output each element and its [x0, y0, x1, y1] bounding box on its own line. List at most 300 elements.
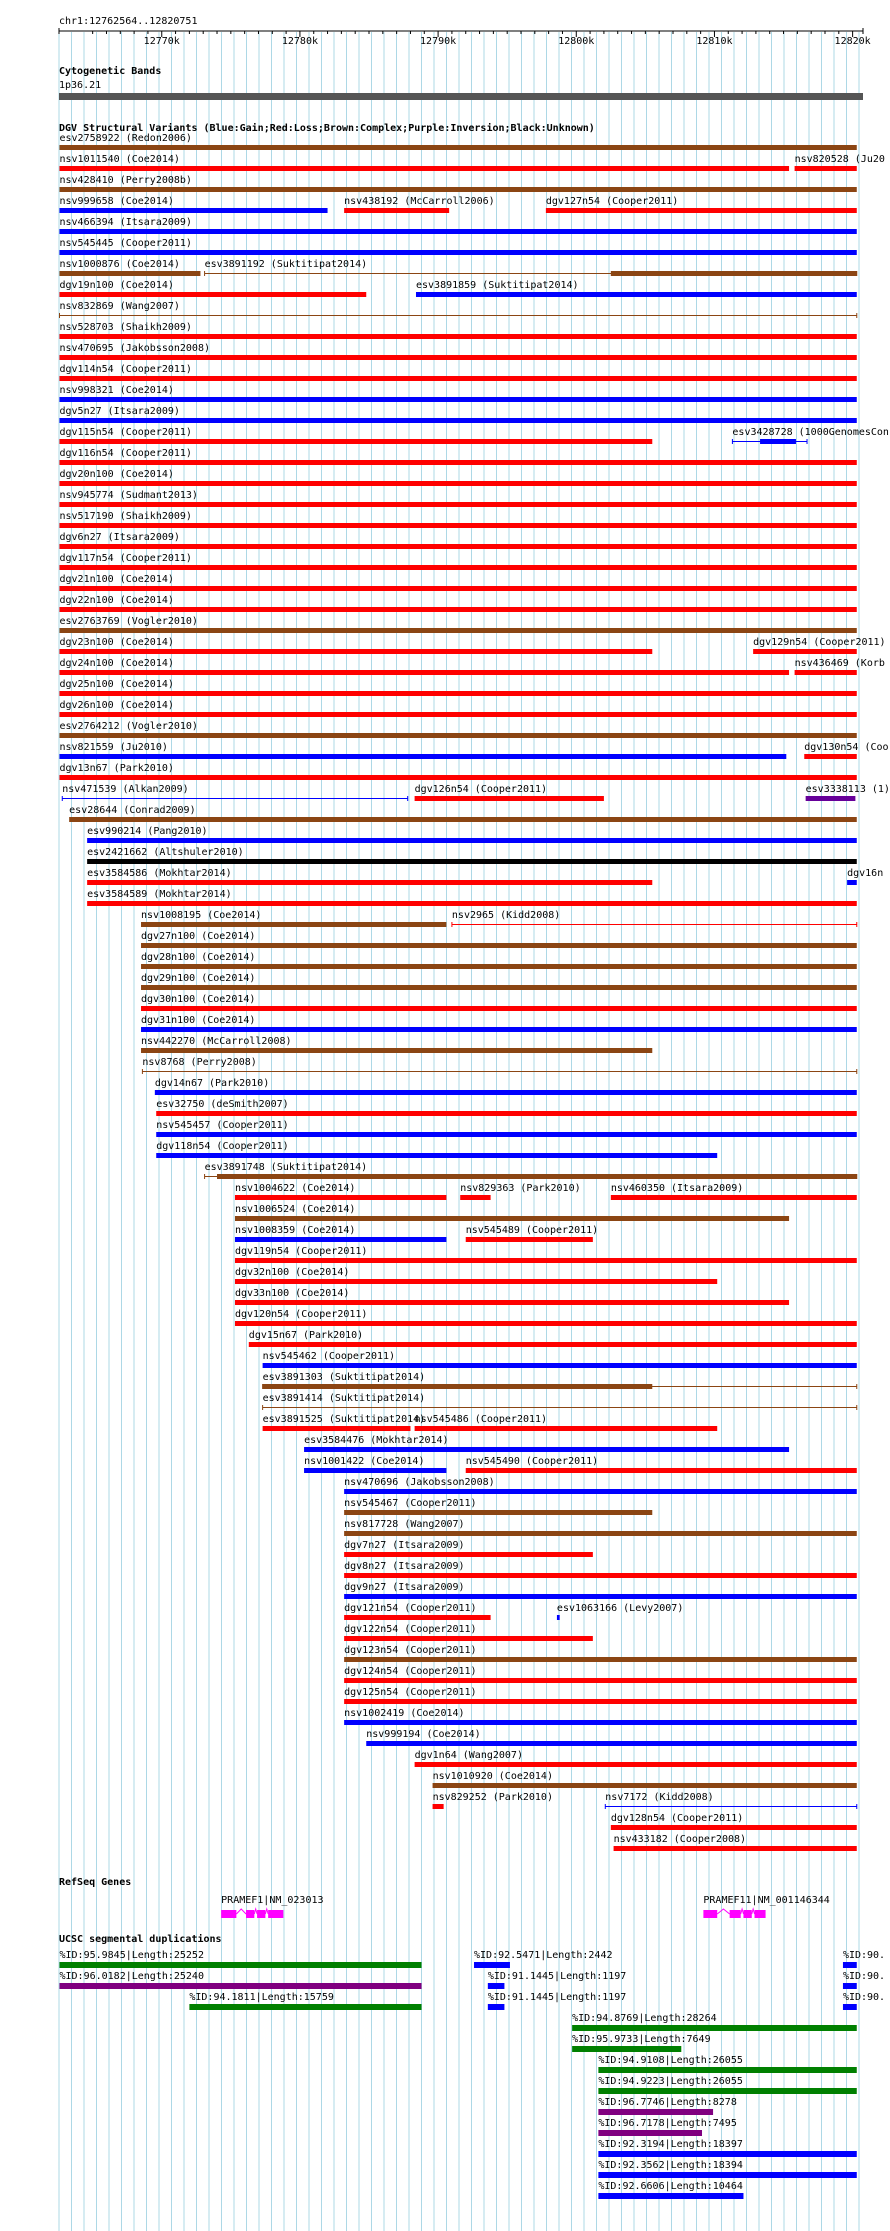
segdup-bar — [598, 2109, 713, 2115]
dgv-feature-bar — [614, 1846, 857, 1851]
dgv-feature[interactable] — [155, 1078, 857, 1095]
dgv-feature-bar — [235, 1279, 717, 1284]
dgv-feature-bar — [235, 1216, 789, 1221]
dgv-feature[interactable] — [263, 1414, 426, 1431]
dgv-feature-label: dgv21n100 (Coe2014) — [59, 574, 174, 585]
dgv-feature-label: nsv545490 (Cooper2011) — [465, 1456, 599, 1467]
dgv-feature-label: dgv20n100 (Coe2014) — [59, 469, 174, 480]
dgv-feature-bar — [59, 397, 856, 402]
dgv-feature-label: nsv517190 (Shaikh2009) — [59, 511, 192, 522]
dgv-feature-bar — [59, 208, 327, 213]
dgv-feature[interactable] — [59, 301, 856, 318]
dgv-feature[interactable] — [605, 1792, 856, 1809]
dgv-feature-bar — [466, 1237, 593, 1242]
dgv-feature-bar — [263, 1426, 411, 1431]
dgv-feature-label: dgv13n67 (Park2010) — [59, 763, 174, 774]
dgv-feature-bar — [59, 250, 856, 255]
dgv-feature-bar — [366, 1741, 857, 1746]
segdup-bar — [843, 1983, 857, 1989]
dgv-feature[interactable] — [344, 1561, 857, 1578]
dgv-feature[interactable] — [344, 1603, 490, 1620]
dgv-feature[interactable] — [804, 742, 888, 759]
dgv-feature-label: nsv436469 (Korb — [794, 658, 885, 669]
dgv-feature-label: nsv829363 (Park2010) — [460, 1183, 581, 1194]
dgv-feature-label: dgv128n54 (Cooper2011) — [610, 1813, 744, 1824]
segdup-label: %ID:95.9845|Length:25252 — [59, 1950, 204, 1961]
gene-exon — [743, 1910, 751, 1918]
dgv-feature[interactable] — [59, 763, 856, 780]
dgv-feature[interactable] — [235, 1309, 857, 1326]
segdup-bar — [843, 1962, 857, 1968]
dgv-feature-bar — [59, 607, 856, 612]
gene-exon — [703, 1910, 717, 1918]
dgv-feature-bar — [59, 733, 856, 738]
segdup-feature[interactable] — [598, 2076, 856, 2094]
dgv-feature-bar — [760, 439, 796, 444]
dgv-feature-label: nsv8768 (Perry2008) — [142, 1057, 257, 1068]
dgv-feature[interactable] — [59, 427, 652, 444]
dgv-feature[interactable] — [415, 1750, 857, 1767]
dgv-feature[interactable] — [141, 1015, 857, 1032]
dgv-feature-label: dgv31n100 (Coe2014) — [141, 1015, 256, 1026]
dgv-feature-bar — [344, 1678, 857, 1683]
dgv-feature-label: esv3891414 (Suktitipat2014) — [262, 1393, 426, 1404]
dgv-feature[interactable] — [344, 1498, 652, 1515]
dgv-feature[interactable] — [344, 1708, 857, 1725]
dgv-feature[interactable] — [614, 1834, 857, 1851]
dgv-feature-label: nsv1010920 (Coe2014) — [432, 1771, 553, 1782]
dgv-feature[interactable] — [141, 973, 857, 990]
dgv-feature[interactable] — [156, 1099, 857, 1116]
dgv-feature-label: esv3891859 (Suktitipat2014) — [415, 280, 579, 291]
dgv-feature[interactable] — [366, 1729, 857, 1746]
dgv-feature[interactable] — [263, 1372, 857, 1389]
dgv-feature-label: dgv29n100 (Coe2014) — [141, 973, 256, 984]
dgv-feature-label: esv3428728 (1000GenomesCon — [732, 427, 889, 438]
dgv-feature[interactable] — [263, 1351, 857, 1368]
dgv-feature[interactable] — [344, 1477, 857, 1494]
dgv-feature-label: nsv945774 (Sudmant2013) — [59, 490, 198, 501]
dgv-feature[interactable] — [344, 196, 495, 213]
dgv-feature[interactable] — [344, 1624, 593, 1641]
segdup-bar — [598, 2151, 856, 2157]
dgv-feature[interactable] — [59, 679, 856, 696]
dgv-feature-bar — [344, 1636, 593, 1641]
dgv-feature-bar — [59, 166, 789, 171]
gene-exon — [221, 1910, 236, 1918]
segdup-feature[interactable] — [572, 2013, 857, 2031]
dgv-feature-bar — [611, 1825, 857, 1830]
segdup-feature[interactable] — [59, 1971, 421, 1989]
gene-intron — [236, 1909, 246, 1914]
dgv-feature-bar — [59, 481, 856, 486]
segdup-label: %ID:94.8769|Length:28264 — [572, 2013, 717, 2024]
dgv-feature[interactable] — [141, 994, 857, 1011]
dgv-feature-bar — [156, 1132, 857, 1137]
dgv-feature-bar — [59, 544, 856, 549]
segdup-feature[interactable] — [843, 1971, 885, 1989]
dgv-feature[interactable] — [59, 343, 856, 360]
dgv-feature-bar — [59, 376, 856, 381]
dgv-feature-label: dgv25n100 (Coe2014) — [59, 679, 174, 690]
dgv-feature[interactable] — [59, 637, 652, 654]
dgv-feature[interactable] — [59, 742, 786, 759]
dgv-feature[interactable] — [59, 238, 856, 255]
dgv-feature-bar — [415, 1762, 857, 1767]
dgv-feature[interactable] — [466, 1456, 857, 1473]
dgv-feature[interactable] — [466, 1225, 598, 1242]
segdup-feature[interactable] — [598, 2181, 743, 2199]
dgv-feature-bar — [235, 1258, 857, 1263]
dgv-feature-bar — [344, 1657, 857, 1662]
segdup-bar — [598, 2067, 856, 2073]
dgv-feature[interactable] — [59, 175, 856, 192]
dgv-feature-bar — [433, 1804, 444, 1809]
dgv-feature[interactable] — [795, 154, 885, 171]
dgv-feature[interactable] — [263, 1393, 857, 1410]
dgv-feature[interactable] — [59, 721, 856, 738]
segdup-label: %ID:91.1445|Length:1197 — [487, 1992, 627, 2003]
dgv-feature-bar — [304, 1468, 446, 1473]
dgv-feature[interactable] — [59, 700, 856, 717]
dgv-feature[interactable] — [249, 1330, 857, 1347]
cytoband-bar[interactable] — [59, 93, 863, 100]
dgv-feature[interactable] — [546, 196, 857, 213]
dgv-feature[interactable] — [732, 427, 889, 444]
dgv-feature-bar — [141, 922, 446, 927]
gene-exon — [246, 1910, 254, 1918]
segdup-feature[interactable] — [598, 2160, 856, 2178]
dgv-feature-label: dgv129n54 (Cooper2011) — [753, 637, 886, 648]
dgv-track-title: DGV Structural Variants (Blue:Gain;Red:Loss;Brown:Complex;Purple:Inversion;Black:Unknown) — [59, 123, 595, 134]
dgv-feature-label: dgv9n27 (Itsara2009) — [344, 1582, 465, 1593]
dgv-feature[interactable] — [344, 1582, 857, 1599]
ruler-tick-label: 12810k — [696, 36, 733, 47]
dgv-feature-bar — [59, 754, 786, 759]
segdup-feature[interactable] — [598, 2055, 856, 2073]
segdup-bar — [474, 1962, 510, 1968]
dgv-feature[interactable] — [59, 133, 856, 150]
dgv-feature-bar — [59, 460, 856, 465]
dgv-feature-label: nsv1001422 (Coe2014) — [304, 1456, 425, 1467]
dgv-feature[interactable] — [235, 1288, 789, 1305]
segdup-label: %ID:92.3194|Length:18397 — [598, 2139, 743, 2150]
segdup-feature[interactable] — [598, 2097, 736, 2115]
dgv-feature[interactable] — [59, 553, 856, 570]
dgv-feature-bar — [87, 859, 857, 864]
segdup-feature[interactable] — [843, 1992, 885, 2010]
dgv-feature-bar — [59, 523, 856, 528]
refseq-gene[interactable] — [703, 1895, 829, 1918]
dgv-feature-label: dgv116n54 (Cooper2011) — [59, 448, 192, 459]
dgv-feature-label: esv2763769 (Vogler2010) — [59, 616, 198, 627]
dgv-feature[interactable] — [59, 280, 366, 297]
dgv-feature[interactable] — [59, 322, 856, 339]
dgv-feature[interactable] — [433, 1771, 857, 1788]
segdup-feature[interactable] — [572, 2034, 710, 2052]
dgv-feature-label: dgv6n27 (Itsara2009) — [59, 532, 180, 543]
segdup-feature[interactable] — [598, 2118, 736, 2136]
gene-label: PRAMEF1|NM_023013 — [221, 1895, 324, 1906]
dgv-feature-bar — [344, 208, 449, 213]
dgv-feature[interactable] — [460, 1183, 580, 1200]
dgv-feature[interactable] — [141, 952, 857, 969]
dgv-feature-bar — [235, 1300, 789, 1305]
dgv-feature[interactable] — [806, 784, 890, 801]
dgv-feature-label: dgv126n54 (Cooper2011) — [414, 784, 548, 795]
dgv-feature[interactable] — [59, 616, 856, 633]
dgv-feature-bar — [217, 1174, 857, 1179]
dgv-feature[interactable] — [141, 931, 857, 948]
dgv-feature-bar — [59, 418, 856, 423]
dgv-feature-bar — [344, 1552, 593, 1557]
dgv-feature-bar — [546, 208, 857, 213]
dgv-feature-label: dgv8n27 (Itsara2009) — [344, 1561, 465, 1572]
dgv-feature-bar — [304, 1447, 789, 1452]
dgv-feature[interactable] — [59, 385, 856, 402]
dgv-feature-label: nsv428410 (Perry2008b) — [59, 175, 192, 186]
dgv-feature[interactable] — [142, 1057, 856, 1074]
dgv-feature-label: dgv19n100 (Coe2014) — [59, 280, 174, 291]
dgv-feature-bar — [847, 880, 857, 885]
segdup-label: %ID:94.1811|Length:15759 — [189, 1992, 334, 2003]
dgv-feature-label: dgv5n27 (Itsara2009) — [59, 406, 180, 417]
dgv-feature-label: dgv23n100 (Coe2014) — [59, 637, 174, 648]
dgv-feature-label: dgv117n54 (Cooper2011) — [59, 553, 192, 564]
dgv-feature[interactable] — [235, 1267, 717, 1284]
dgv-feature-label: esv32750 (deSmith2007) — [156, 1099, 289, 1110]
dgv-feature[interactable] — [304, 1456, 446, 1473]
dgv-feature-bar — [344, 1594, 857, 1599]
dgv-feature[interactable] — [156, 1120, 857, 1137]
dgv-feature-bar — [344, 1699, 857, 1704]
dgv-feature[interactable] — [59, 658, 789, 675]
dgv-feature[interactable] — [235, 1204, 789, 1221]
segdup-label: %ID:92.6606|Length:10464 — [598, 2181, 743, 2192]
dgv-feature-label: nsv466394 (Itsara2009) — [59, 217, 192, 228]
dgv-feature-label: dgv16n — [847, 868, 884, 879]
dgv-feature[interactable] — [59, 154, 789, 171]
dgv-feature-label: esv3584586 (Mokhtar2014) — [87, 868, 232, 879]
cytoband-label: 1p36.21 — [59, 80, 102, 91]
dgv-feature[interactable] — [59, 259, 200, 276]
dgv-feature-label: dgv14n67 (Park2010) — [154, 1078, 270, 1089]
segdup-label: %ID:96.7746|Length:8278 — [598, 2097, 737, 2108]
dgv-feature-label: nsv470695 (Jakobsson2008) — [59, 343, 211, 354]
dgv-feature-label: nsv433182 (Cooper2008) — [613, 1834, 747, 1845]
dgv-feature-label: dgv30n100 (Coe2014) — [141, 994, 256, 1005]
dgv-feature-label: nsv470696 (Jakobsson2008) — [344, 1477, 495, 1488]
gene-exon — [755, 1910, 766, 1918]
dgv-feature-label: nsv528703 (Shaikh2009) — [59, 322, 192, 333]
dgv-feature[interactable] — [59, 532, 856, 549]
gene-intron — [741, 1909, 744, 1914]
gene-intron — [265, 1909, 268, 1914]
dgv-feature[interactable] — [59, 196, 327, 213]
segdup-bar — [59, 1983, 421, 1989]
segdup-label: %ID:95.9733|Length:7649 — [572, 2034, 711, 2045]
dgv-feature-label: esv2764212 (Vogler2010) — [59, 721, 198, 732]
dgv-feature[interactable] — [344, 1519, 857, 1536]
gene-intron — [254, 1909, 257, 1914]
dgv-feature-label: dgv115n54 (Cooper2011) — [59, 427, 192, 438]
dgv-feature-bar — [59, 271, 200, 276]
dgv-feature[interactable] — [141, 910, 446, 927]
dgv-feature-bar — [59, 229, 856, 234]
refseq-gene[interactable] — [221, 1895, 323, 1918]
dgv-feature-label: dgv124n54 (Cooper2011) — [344, 1666, 477, 1677]
dgv-feature[interactable] — [62, 784, 407, 801]
segdup-bar — [572, 2025, 857, 2031]
dgv-feature[interactable] — [156, 1141, 717, 1158]
dgv-feature-bar — [59, 439, 652, 444]
dgv-feature-bar — [235, 1237, 446, 1242]
dgv-feature[interactable] — [59, 406, 856, 423]
dgv-feature-label: esv990214 (Pang2010) — [87, 826, 208, 837]
dgv-feature[interactable] — [611, 1183, 857, 1200]
segdup-feature[interactable] — [843, 1950, 885, 1968]
dgv-feature-bar — [235, 1321, 857, 1326]
dgv-feature[interactable] — [416, 280, 857, 297]
dgv-feature-label: nsv1002419 (Coe2014) — [344, 1708, 465, 1719]
ruler-tick-label: 12820k — [834, 36, 871, 47]
dgv-feature-bar — [59, 586, 856, 591]
dgv-feature-label: esv3584476 (Mokhtar2014) — [304, 1435, 449, 1446]
dgv-feature[interactable] — [87, 868, 652, 885]
dgv-feature-label: nsv998321 (Coe2014) — [59, 385, 174, 396]
coordinate-ruler[interactable] — [59, 28, 871, 47]
dgv-feature[interactable] — [847, 868, 883, 885]
gene-exon — [257, 1910, 265, 1918]
dgv-feature[interactable] — [235, 1225, 446, 1242]
dgv-feature-bar — [59, 334, 856, 339]
gene-exon — [268, 1910, 283, 1918]
segdup-feature[interactable] — [59, 1950, 421, 1968]
segdup-bar — [598, 2088, 856, 2094]
dgv-feature-label: nsv545467 (Cooper2011) — [344, 1498, 477, 1509]
dgv-feature-label: esv3584589 (Mokhtar2014) — [87, 889, 232, 900]
dgv-feature[interactable] — [59, 469, 856, 486]
dgv-feature-label: esv3891192 (Suktitipat2014) — [204, 259, 368, 270]
dgv-feature-label: dgv127n54 (Cooper2011) — [545, 196, 679, 207]
dgv-feature-label: dgv1n64 (Wang2007) — [414, 1750, 523, 1761]
dgv-feature[interactable] — [611, 1813, 857, 1830]
dgv-feature-label: nsv999658 (Coe2014) — [59, 196, 174, 207]
dgv-feature-bar — [69, 817, 857, 822]
dgv-feature-bar — [59, 565, 856, 570]
dgv-feature-label: nsv2965 (Kidd2008) — [451, 910, 561, 921]
dgv-feature-bar — [141, 943, 857, 948]
dgv-feature-bar — [795, 670, 857, 675]
dgv-feature-label: dgv130n54 (Coo — [804, 742, 889, 753]
dgv-feature-bar — [611, 1195, 857, 1200]
dgv-feature-label: dgv22n100 (Coe2014) — [59, 595, 174, 606]
dgv-feature-bar — [87, 901, 857, 906]
dgv-feature-bar — [156, 1153, 717, 1158]
dgv-feature-label: nsv438192 (McCarroll2006) — [344, 196, 495, 207]
dgv-feature-label: esv3891525 (Suktitipat2014) — [262, 1414, 426, 1425]
segdup-label: %ID:94.9223|Length:26055 — [598, 2076, 743, 2087]
segdup-feature[interactable] — [598, 2139, 856, 2157]
dgv-feature-bar — [795, 166, 857, 171]
dgv-feature[interactable] — [59, 511, 856, 528]
refseq-track-title: RefSeq Genes — [59, 1877, 132, 1888]
dgv-feature-bar — [87, 838, 857, 843]
dgv-feature-bar — [263, 1363, 857, 1368]
dgv-feature[interactable] — [795, 658, 885, 675]
dgv-feature-bar — [344, 1573, 857, 1578]
dgv-feature-label: dgv15n67 (Park2010) — [248, 1330, 364, 1341]
dgv-feature-label: nsv817728 (Wang2007) — [344, 1519, 465, 1530]
dgv-feature-label: nsv545486 (Cooper2011) — [414, 1414, 548, 1425]
dgv-feature-label: nsv832869 (Wang2007) — [59, 301, 180, 312]
dgv-feature-bar — [141, 1048, 652, 1053]
dgv-feature[interactable] — [59, 217, 856, 234]
gene-label: PRAMEF11|NM_001146344 — [703, 1895, 830, 1906]
segdup-feature[interactable] — [474, 1950, 612, 1968]
dgv-feature[interactable] — [69, 805, 857, 822]
dgv-feature-bar — [344, 1615, 490, 1620]
dgv-feature-bar — [344, 1489, 857, 1494]
dgv-feature[interactable] — [344, 1645, 857, 1662]
dgv-feature-bar — [611, 271, 857, 276]
dgv-feature-label: dgv118n54 (Cooper2011) — [156, 1141, 289, 1152]
ruler-tick-label: 12800k — [558, 36, 595, 47]
dgv-feature-bar — [344, 1720, 857, 1725]
dgv-feature-label: dgv33n100 (Coe2014) — [234, 1288, 350, 1299]
dgv-feature-bar — [415, 1426, 718, 1431]
dgv-feature-bar — [416, 292, 857, 297]
dgv-feature[interactable] — [433, 1792, 553, 1809]
dgv-feature-bar — [141, 1027, 857, 1032]
dgv-feature[interactable] — [753, 637, 885, 654]
segdup-label: %ID:92.3562|Length:18394 — [598, 2160, 743, 2171]
ruler-tick-label: 12780k — [281, 36, 318, 47]
dgv-feature[interactable] — [344, 1540, 593, 1557]
segdup-bar — [488, 1983, 505, 1989]
segdup-label: %ID:96.0182|Length:25240 — [59, 1971, 204, 1982]
segdup-label: %ID:96.7178|Length:7495 — [598, 2118, 737, 2129]
dgv-feature[interactable] — [59, 574, 856, 591]
dgv-feature[interactable] — [59, 448, 856, 465]
dgv-feature-label: nsv442270 (McCarroll2008) — [141, 1036, 292, 1047]
dgv-feature[interactable] — [235, 1183, 446, 1200]
dgv-feature[interactable] — [557, 1603, 683, 1620]
dgv-feature-bar — [415, 796, 604, 801]
dgv-feature-label: nsv1011540 (Coe2014) — [59, 154, 180, 165]
dgv-feature[interactable] — [59, 595, 856, 612]
dgv-feature-bar — [466, 1468, 857, 1473]
dgv-feature[interactable] — [344, 1666, 857, 1683]
dgv-feature-label: nsv829252 (Park2010) — [432, 1792, 553, 1803]
dgv-feature-label: nsv821559 (Ju2010) — [59, 742, 168, 753]
dgv-feature[interactable] — [235, 1246, 857, 1263]
dgv-feature-label: esv1063166 (Levy2007) — [556, 1603, 684, 1614]
dgv-feature[interactable] — [59, 364, 856, 381]
dgv-feature-label: nsv1008195 (Coe2014) — [141, 910, 262, 921]
gene-exon — [730, 1910, 741, 1918]
dgv-feature[interactable] — [415, 784, 604, 801]
dgv-feature-label: nsv820528 (Ju20 — [794, 154, 885, 165]
dgv-feature[interactable] — [344, 1687, 857, 1704]
dgv-feature[interactable] — [59, 490, 856, 507]
dgv-feature-bar — [806, 796, 856, 801]
dgv-feature-label: dgv24n100 (Coe2014) — [59, 658, 174, 669]
dgv-feature-bar — [433, 1783, 857, 1788]
dgv-feature-bar — [155, 1090, 857, 1095]
segdup-feature[interactable] — [189, 1992, 421, 2010]
dgv-feature-label: dgv121n54 (Cooper2011) — [344, 1603, 477, 1614]
